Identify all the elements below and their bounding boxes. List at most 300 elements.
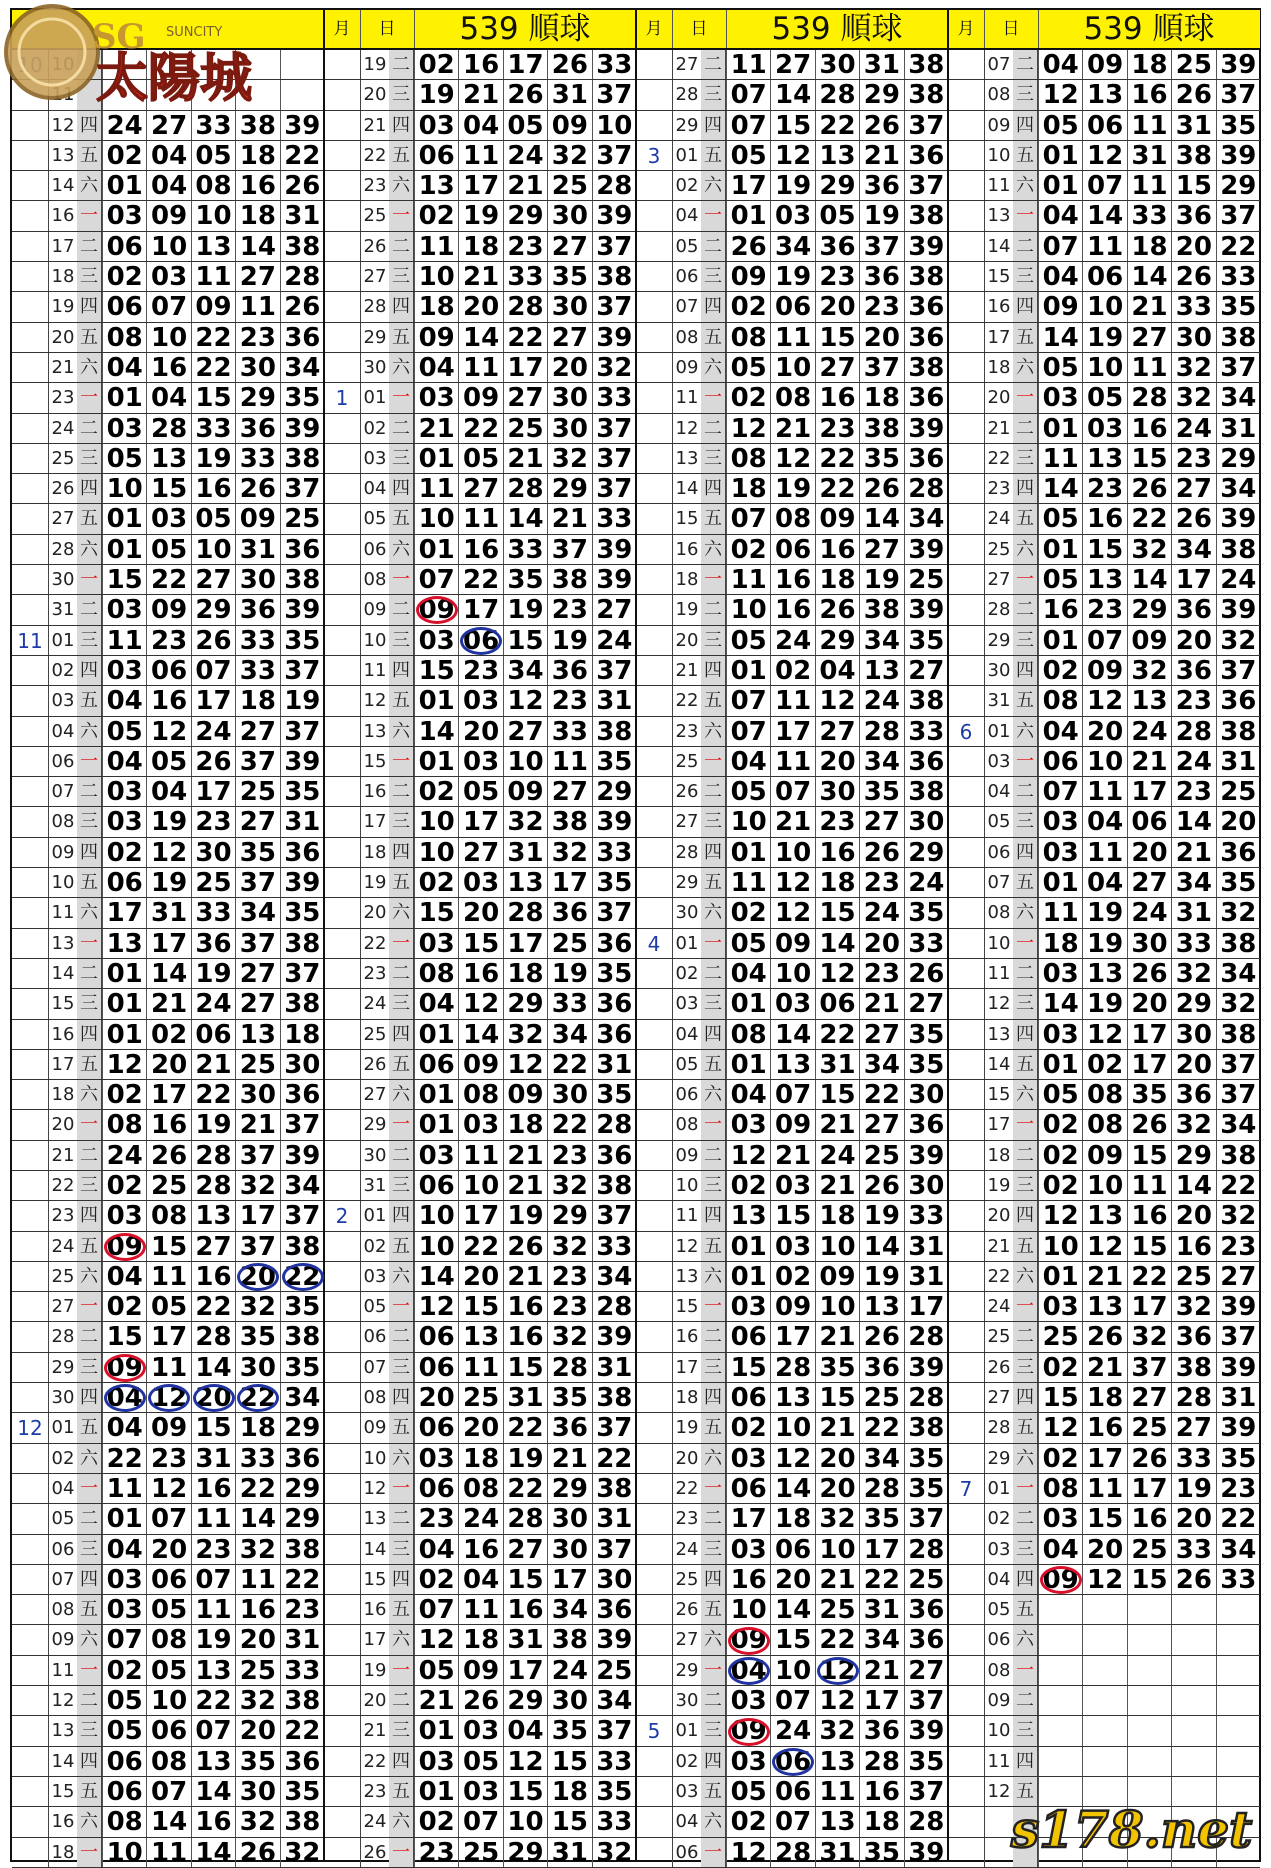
draw-row [324,898,636,928]
number-cell: 20 [815,292,859,321]
weekday-cell: 五 [389,1595,414,1624]
month-cell [324,1747,360,1776]
draw-row [324,80,636,110]
weekday-cell: 六 [1013,1262,1038,1291]
number-cell: 03 [414,1747,458,1776]
number-cell: 32 [1216,898,1260,927]
weekday-cell: 四 [701,474,726,503]
number-cell: 07 [1082,626,1126,655]
weekday-cell: 六 [389,717,414,746]
number-cell: 18 [859,383,903,412]
weekday-cell: 二 [701,1322,726,1351]
number-cell: 04 [1038,1535,1082,1564]
month-cell [948,595,984,624]
number-cell: 39 [280,1141,324,1170]
number-cell: 16 [458,50,502,79]
day-cell: 01 [672,1716,701,1745]
day-cell: 28 [48,535,77,564]
number-cell: 03 [414,626,458,655]
weekday-cell: 三 [389,626,414,655]
number-cell: 29 [1216,444,1260,473]
day-cell: 23 [48,1201,77,1230]
number-cell: 21 [1082,1262,1126,1291]
weekday-cell: 六 [1013,717,1038,746]
number-cell: 39 [280,111,324,140]
draw-row [12,111,324,141]
weekday-cell: 二 [701,595,726,624]
weekday-cell: 五 [77,1595,102,1624]
draw-row [636,838,948,868]
number-cell: 27 [859,807,903,836]
number-cell: 29 [815,171,859,200]
number-cell: 37 [904,1686,948,1715]
number-cell: 14 [235,232,279,261]
number-cell: 39 [904,1716,948,1745]
number-cell: 03 [1082,414,1126,443]
number-cell [1171,1747,1215,1776]
month-cell: 3 [647,143,661,168]
day-cell: 18 [672,1383,701,1412]
number-cell: 20 [458,1262,502,1291]
number-cell: 38 [280,1535,324,1564]
weekday-cell: 六 [77,353,102,382]
number-cell: 37 [592,898,636,927]
number-cell: 36 [1216,686,1260,715]
draw-row [12,1232,324,1262]
weekday-cell: 四 [77,292,102,321]
month-cell [12,1777,48,1806]
number-cell: 06 [815,989,859,1018]
day-cell: 20 [984,383,1013,412]
number-cell: 32 [1171,1292,1215,1321]
day-cell: 03 [984,747,1013,776]
month-cell [948,292,984,321]
number-cell: 25 [146,1171,190,1200]
day-cell: 12 [360,1474,389,1503]
weekday-cell: 四 [1013,1383,1038,1412]
number-cell: 04 [102,353,146,382]
day-cell: 23 [984,474,1013,503]
day-cell: 13 [48,1716,77,1745]
number-cell: 37 [280,474,324,503]
number-cell: 10 [503,747,547,776]
weekday-cell: 四 [389,1201,414,1230]
month-cell [636,898,672,927]
number-cell: 12 [815,1686,859,1715]
number-cell: 35 [280,1353,324,1382]
day-cell: 12 [48,111,77,140]
number-cell: 03 [770,1232,814,1261]
number-cell: 04 [414,353,458,382]
number-cell: 27 [1127,868,1171,897]
number-cell: 09 [726,1625,770,1654]
number-cell: 21 [815,1413,859,1442]
column-header [636,10,948,50]
number-cell: 15 [1127,1565,1171,1594]
number-cell: 14 [458,1020,502,1049]
draw-row [636,626,948,656]
weekday-cell: 三 [389,807,414,836]
draw-row [948,1565,1260,1595]
weekday-cell: 四 [701,1565,726,1594]
month-cell [948,474,984,503]
number-cell: 19 [859,1201,903,1230]
day-cell: 13 [984,201,1013,230]
number-cell: 11 [458,1595,502,1624]
month-cell [948,262,984,291]
number-cell: 13 [859,1292,903,1321]
number-cell: 17 [146,929,190,958]
month-cell [324,323,360,352]
number-cell: 35 [904,626,948,655]
number-cell: 28 [904,1807,948,1836]
number-cell: 35 [280,626,324,655]
number-cell: 02 [102,141,146,170]
draw-row [324,1504,636,1534]
number-cell: 27 [191,565,235,594]
number-cell: 20 [146,1535,190,1564]
number-cell: 15 [1171,171,1215,200]
draw-row [948,1322,1260,1352]
number-cell: 05 [102,444,146,473]
number-cell: 09 [770,929,814,958]
number-cell: 34 [859,1444,903,1473]
number-cell: 06 [1038,747,1082,776]
number-cell: 35 [503,565,547,594]
number-cell: 35 [280,383,324,412]
number-cell: 37 [592,1535,636,1564]
number-cell: 32 [592,1838,636,1867]
number-cell: 24 [1127,717,1171,746]
number-cell [1127,1625,1171,1654]
number-cell: 30 [547,1080,591,1109]
month-cell [324,1595,360,1624]
draw-row [324,1383,636,1413]
number-cell: 27 [458,838,502,867]
number-cell: 13 [191,232,235,261]
number-cell: 24 [503,141,547,170]
draw-row [636,656,948,686]
number-cell: 22 [1127,1262,1171,1291]
number-cell: 32 [592,353,636,382]
number-cell: 11 [1082,1474,1126,1503]
draw-row [324,838,636,868]
weekday-cell: 二 [77,595,102,624]
draw-row [12,898,324,928]
draw-row [948,777,1260,807]
day-cell: 29 [360,1110,389,1139]
weekday-cell: 三 [1013,989,1038,1018]
number-cell: 18 [815,565,859,594]
number-cell: 12 [770,1444,814,1473]
day-cell: 14 [984,1050,1013,1079]
number-cell: 33 [191,898,235,927]
month-cell [636,1595,672,1624]
draw-row [948,1413,1260,1443]
number-cell: 05 [458,444,502,473]
month-cell [948,504,984,533]
day-cell: 18 [48,262,77,291]
number-cell: 15 [547,1807,591,1836]
number-cell: 11 [1127,171,1171,200]
number-cell: 09 [102,1353,146,1382]
suncity-logo [0,0,310,110]
number-cell [1038,1595,1082,1624]
number-cell: 25 [547,929,591,958]
weekday-cell: 六 [77,1444,102,1473]
number-cell: 09 [770,1292,814,1321]
weekday-cell: 四 [1013,474,1038,503]
number-cell: 22 [102,1444,146,1473]
month-cell [948,959,984,988]
draw-row [12,1171,324,1201]
weekday-cell: 五 [389,504,414,533]
number-cell: 16 [191,1807,235,1836]
weekday-cell: 三 [1013,80,1038,109]
number-cell: 20 [458,292,502,321]
number-cell: 23 [146,1444,190,1473]
number-cell: 25 [859,1383,903,1412]
number-cell: 11 [146,1353,190,1382]
number-cell: 10 [146,232,190,261]
month-cell [12,838,48,867]
number-cell: 06 [191,1020,235,1049]
draw-row [324,1110,636,1140]
month-cell [324,141,360,170]
weekday-cell: 五 [1013,141,1038,170]
month-cell [948,1262,984,1291]
number-cell: 11 [235,292,279,321]
weekday-cell: 四 [77,474,102,503]
day-cell: 15 [672,1292,701,1321]
number-cell: 05 [102,1716,146,1745]
number-cell: 02 [726,898,770,927]
number-cell: 04 [102,1535,146,1564]
day-cell: 23 [48,383,77,412]
day-cell: 10 [360,626,389,655]
number-cell: 15 [458,1292,502,1321]
month-cell [324,353,360,382]
month-cell [948,1413,984,1442]
number-cell: 28 [1127,383,1171,412]
draw-row [324,1535,636,1565]
draw-row [12,626,324,656]
number-cell: 16 [815,383,859,412]
day-cell: 11 [672,383,701,412]
number-cell: 27 [859,1020,903,1049]
number-cell: 05 [726,626,770,655]
weekday-cell: 二 [1013,1504,1038,1533]
weekday-cell: 四 [1013,1747,1038,1776]
number-cell: 20 [235,1716,279,1745]
number-cell: 01 [1038,1262,1082,1291]
number-cell: 15 [102,1322,146,1351]
number-cell: 26 [815,595,859,624]
number-cell: 04 [1038,717,1082,746]
draw-row [324,1171,636,1201]
number-cell: 26 [1171,504,1215,533]
day-cell: 14 [984,232,1013,261]
number-cell: 01 [102,171,146,200]
number-cell: 37 [1216,1322,1260,1351]
day-cell: 01 [672,141,701,170]
number-cell: 16 [458,1535,502,1564]
number-cell: 29 [547,474,591,503]
number-cell: 16 [146,353,190,382]
draw-row [12,353,324,383]
draw-row [12,1413,324,1443]
day-cell: 22 [984,1262,1013,1291]
month-cell [324,1838,360,1867]
weekday-cell: 二 [701,777,726,806]
number-cell: 23 [280,1595,324,1624]
weekday-cell: 二 [701,959,726,988]
number-cell: 36 [904,323,948,352]
draw-row [12,1686,324,1716]
number-cell: 33 [1171,1444,1215,1473]
number-cell: 36 [280,838,324,867]
number-cell: 03 [102,656,146,685]
day-cell: 26 [360,1050,389,1079]
draw-row [636,1777,948,1807]
number-cell: 18 [547,1777,591,1806]
month-cell [636,111,672,140]
weekday-cell: 四 [1013,1565,1038,1594]
draw-row [948,898,1260,928]
number-cell: 14 [1171,807,1215,836]
number-cell [1171,1716,1215,1745]
number-cell: 07 [414,565,458,594]
number-cell: 08 [102,323,146,352]
number-cell: 08 [726,323,770,352]
weekday-cell: 三 [77,1716,102,1745]
weekday-cell: 一 [77,1656,102,1685]
number-cell: 35 [280,1292,324,1321]
number-cell: 21 [503,1171,547,1200]
number-cell: 10 [1082,1171,1126,1200]
title-header: 539 順球 [459,11,591,47]
day-cell: 02 [360,414,389,443]
month-cell [12,1535,48,1564]
month-cell [636,868,672,897]
number-cell: 35 [904,1747,948,1776]
day-cell: 09 [984,111,1013,140]
weekday-cell: 三 [389,989,414,1018]
number-cell: 12 [1082,1232,1126,1261]
number-cell: 22 [1127,504,1171,533]
number-cell: 39 [592,535,636,564]
number-cell: 38 [1216,1020,1260,1049]
number-cell [1082,1686,1126,1715]
number-cell: 35 [1216,111,1260,140]
number-cell: 04 [102,686,146,715]
draw-row [12,1383,324,1413]
weekday-cell: 二 [77,959,102,988]
weekday-cell: 一 [1013,1110,1038,1139]
number-cell: 37 [904,171,948,200]
number-cell: 38 [904,201,948,230]
number-cell: 19 [458,201,502,230]
draw-row [324,1080,636,1110]
weekday-cell: 五 [701,1232,726,1261]
number-cell: 32 [235,1292,279,1321]
number-cell: 16 [146,1110,190,1139]
draw-row [324,565,636,595]
month-cell [12,929,48,958]
number-cell: 37 [235,747,279,776]
number-cell: 16 [191,474,235,503]
number-cell: 32 [1171,1110,1215,1139]
number-cell: 08 [146,1201,190,1230]
day-cell: 30 [984,656,1013,685]
month-cell [948,1747,984,1776]
number-cell: 31 [1216,414,1260,443]
month-cell [324,1444,360,1473]
number-cell: 31 [280,807,324,836]
number-cell: 23 [547,686,591,715]
number-cell: 21 [815,1565,859,1594]
number-cell: 04 [1082,807,1126,836]
month-cell [948,1050,984,1079]
weekday-cell: 二 [77,1686,102,1715]
number-cell: 05 [1038,353,1082,382]
draw-row [324,353,636,383]
number-cell: 22 [592,1444,636,1473]
draw-row [12,1777,324,1807]
day-cell: 06 [48,747,77,776]
day-cell: 11 [672,1201,701,1230]
number-cell: 22 [191,1292,235,1321]
number-cell: 26 [458,1686,502,1715]
day-cell: 30 [48,1383,77,1412]
day-cell: 06 [672,1080,701,1109]
weekday-cell: 一 [389,383,414,412]
number-cell [1216,1686,1260,1715]
day-cell: 12 [48,1686,77,1715]
draw-row [636,1050,948,1080]
weekday-cell: 五 [389,323,414,352]
number-cell: 34 [280,353,324,382]
number-cell: 27 [503,383,547,412]
number-cell: 12 [102,1050,146,1079]
month-cell [324,1716,360,1745]
number-cell: 14 [235,1504,279,1533]
number-cell: 25 [235,777,279,806]
number-cell: 26 [1127,474,1171,503]
number-cell: 03 [726,1110,770,1139]
number-cell: 21 [1127,292,1171,321]
number-cell: 28 [191,1322,235,1351]
weekday-cell: 三 [77,989,102,1018]
draw-row [12,1110,324,1140]
number-cell: 13 [191,1656,235,1685]
number-cell: 34 [280,1383,324,1412]
number-cell: 03 [726,1747,770,1776]
number-cell: 24 [458,1504,502,1533]
number-cell: 27 [1127,323,1171,352]
day-cell: 05 [984,807,1013,836]
number-cell: 22 [815,474,859,503]
number-cell: 03 [414,929,458,958]
day-cell: 16 [360,777,389,806]
month-cell [324,262,360,291]
weekday-cell: 三 [77,1535,102,1564]
number-cell: 22 [191,353,235,382]
number-cell: 15 [770,111,814,140]
number-cell: 02 [726,292,770,321]
month-cell [948,535,984,564]
number-cell: 37 [1216,353,1260,382]
